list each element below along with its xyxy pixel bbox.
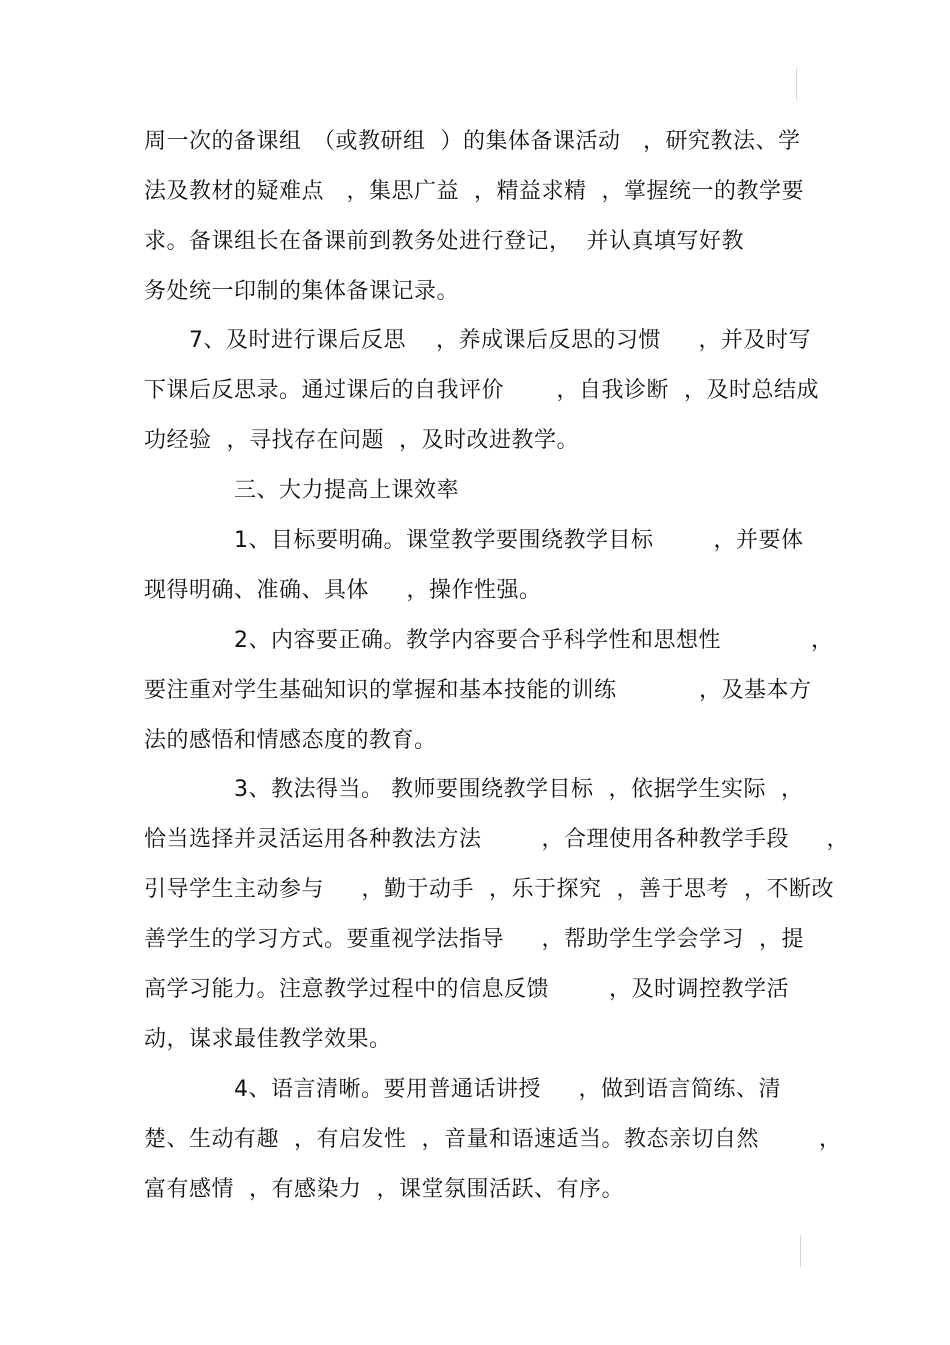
text-line: 高学习能力。注意教学过程中的信息反馈 ，及时调控教学活 — [144, 977, 789, 1002]
text-line: 3、教法得当。 教师要围绕教学目标 ，依据学生实际 ， — [144, 777, 804, 802]
text-line: 务处统一印制的集体备课记录。 — [144, 279, 460, 304]
text-line: 4、语言清晰。要用普通话讲授 ，做到语言简练、清 — [144, 1077, 781, 1102]
text-line: 善学生的学习方式。要重视学法指导 ，帮助学生学会学习 ，提 — [144, 927, 804, 952]
text-line: 1、目标要明确。课堂教学要围绕教学目标 ，并要体 — [144, 528, 804, 553]
page-margin-mark-bottom — [800, 1235, 801, 1267]
text-line: 周一次的备课组 （或教研组 ）的集体备课活动 ，研究教法、学 — [144, 129, 801, 154]
text-line: 富有感情 ，有感染力 ，课堂氛围活跃、有序。 — [144, 1177, 624, 1202]
text-line: 7、及时进行课后反思 ，养成课后反思的习惯 ，并及时写 — [144, 328, 811, 353]
text-line: 下课后反思录。通过课后的自我评价 ，自我诊断 ，及时总结成 — [144, 378, 819, 403]
text-line: 引导学生主动参与 ，勤于动手 ，乐于探究 ，善于思考 ，不断改 — [144, 877, 834, 902]
text-line: 功经验 ，寻找存在问题 ，及时改进教学。 — [144, 428, 579, 453]
text-line: 求。备课组长在备课前到教务处进行登记， 并认真填写好教 — [144, 229, 744, 254]
text-line: 现得明确、准确、具体 ，操作性强。 — [144, 578, 542, 603]
text-line: 动，谋求最佳教学效果。 — [144, 1027, 392, 1052]
section-heading: 三、大力提高上课效率 — [144, 478, 460, 503]
text-line: 恰当选择并灵活运用各种教法方法 ，合理使用各种教学手段 ， — [144, 827, 849, 852]
text-line: 法的感悟和情感态度的教育。 — [144, 728, 437, 753]
text-line: 2、内容要正确。教学内容要合乎科学性和思想性 ， — [144, 628, 834, 653]
text-line: 法及教材的疑难点 ，集思广益 ，精益求精 ，掌握统一的教学要 — [144, 179, 804, 204]
text-line: 楚、生动有趣 ，有启发性 ，音量和语速适当。教态亲切自然 ， — [144, 1127, 842, 1152]
text-line: 要注重对学生基础知识的掌握和基本技能的训练 ，及基本方 — [144, 678, 812, 703]
page-margin-mark-top — [796, 68, 797, 100]
